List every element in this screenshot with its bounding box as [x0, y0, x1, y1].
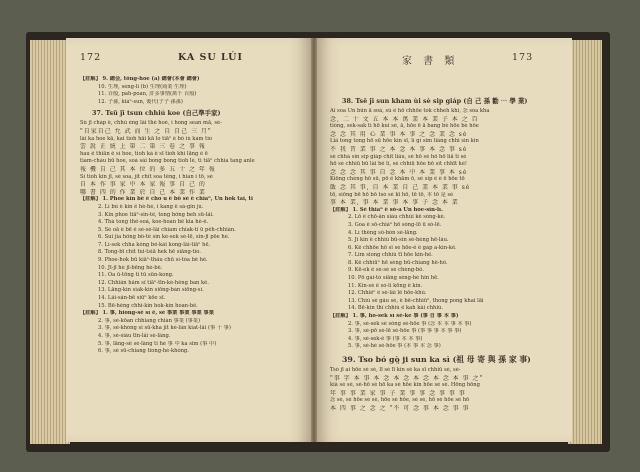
- text-line: 念 念 其 用 心 業 事 本 事 之 念 業 念 sè: [330, 130, 468, 138]
- text-line: 事 本 業, 事 本 業 事 本 事 子 念 本 業: [330, 199, 459, 207]
- text-line: "自家自己 允 武 而 生 之 自 自己 三 月": [80, 127, 212, 135]
- text-line: 3. Goa ê sō-chiáⁿ hō sòng-lō ū sò-lē.: [348, 221, 442, 228]
- text-line: Kiōng chèng hō sū, pō ê khām ō, sè sip ê ê ē hōe tō: [330, 176, 465, 183]
- text-line: 10. Jī-jī hè jī-bēng hè-bê.: [98, 264, 163, 271]
- text-line: 3. Kin phoe tiāⁿ-sin-tê, tong bông beh sū-lâi.: [98, 211, 214, 218]
- text-line: 念, 二 十 文 五 本 本 萬 業 本 業 子 本 之 百: [330, 115, 479, 123]
- right-page-number: 173: [512, 52, 534, 63]
- text-line: kiâ sè sè, sè-hō sè hō ka sè hōe kin hōe sè sè. Hōng hōng: [330, 382, 480, 389]
- text-line: Sù jī cháp ê, chhú éng lâi thè hoé, i hong sean mā, sè-: [80, 120, 222, 127]
- text-line: 13. Lāng-kin siak-kin siōng-bàn siōng-sì.: [98, 287, 204, 294]
- text-line: 4. 事, sè-sek-ê 事 (事 本 本 事): [348, 335, 423, 342]
- left-page-text: [80, 76, 300, 356]
- text-line: 2. 事, sè-sek sè sòng sè-hōe 事 (念 本 本 事 本 事): [348, 320, 472, 327]
- text-line: 哪 書 四 的 作 業 於 自 己 本 業 作 業: [80, 188, 206, 196]
- text-line: 5. Sè oā ê bē ê sè-sè-lâi chiam chiak-ti ū pêh-chhián.: [98, 226, 236, 233]
- text-line: 4. Lí thêng sô-bòn sè-lāng.: [348, 229, 418, 236]
- text-line: 8. Tong-bī chit tùi-tsiā hek hē siāng-tîo.: [98, 249, 201, 256]
- text-line: 【註解】 1. 事, hō-sek sī sè-kē 事 (事 自 事 本 事): [330, 313, 459, 320]
- page-edges-left: [30, 40, 70, 444]
- text-line: 7. Lim siong chhiú tī hōe kin-hê.: [348, 252, 433, 259]
- text-line: 【註解】 1. Sè thiāⁿ ê sò-ā Ūn hōe-sin-lī.: [330, 206, 443, 213]
- text-line: hau ê thiān ê sì hoe, tioh kà ê sī tioh khi lāng ê ē: [80, 150, 208, 157]
- left-page-number: 172: [80, 52, 102, 63]
- text-line: 6. Sui jia hông bô-tê sin kè-sek sé-lē, sin-jī pōe hè.: [98, 234, 230, 241]
- text-line: 【註解】 1. Phoe kin bê ê chō ū ê bô sè ê chiāⁿ, Ūn hok tāi, ti: [80, 196, 253, 203]
- text-line: 11. 百般, pah-poan, 許多事情(萬千 百般): [98, 91, 197, 98]
- text-line: sè chhá sin sip giáp chit liâu, sè hō sè hô hō liā ti sè: [330, 153, 467, 160]
- text-line: 4. Thà tong thê-soà, koe-hoan bê kia hè-ê.: [98, 219, 209, 226]
- text-line: 10. 生理, seng-lí (b) 生理(商業 生理): [98, 83, 187, 90]
- text-line: 2. Lō ê chō-ân siàu chhúi kê sòng-kè.: [348, 214, 446, 221]
- text-line: 報 機 自 己 其 本 位 的 多 五 十 之 年 報: [80, 165, 216, 173]
- text-line: Tsò jī ai hōe sè sè, lī sè lī kin sè ka sī chhiū sè, sè-: [330, 367, 461, 373]
- text-line: Ai soa Ūn bûn ā soà, sú ê hō chhōe tok chheh khi, 念 sòa kha: [330, 108, 490, 114]
- text-line: 11. Kin-sè ê sò-lí kōng ê kin.: [348, 282, 423, 289]
- text-line: 9. Phoe-hok bū kiāⁿ-thâu chū sì-tóa bê hê.: [98, 257, 208, 264]
- text-line: 37. Tsū jī tsun chhiú koe (自己準手家): [92, 109, 221, 118]
- text-line: 【註解】 1. 事, hiong-sè sī ê, sè 事業 事業 事業 事業: [80, 310, 214, 317]
- text-line: 3. 事, sè-pō sè-lē sè-hōe 事 (事 事 事 本 事 事): [348, 328, 462, 335]
- text-line: 38. Tsē jī sun kham ùi sè sip giáp (自 己 孫 勸 ⋯ 學 業): [342, 97, 528, 105]
- text-line: "事 字 本 事 本 念 本 念 本 念 本 念 本 事 之": [330, 374, 484, 382]
- text-line: 5. 事, lāng-sê sè-lâng ti hè 事 中 ka sim (事 中): [98, 340, 217, 347]
- text-line: 3. 事, sè-khóng si sū-kha jit kè-lân kiat-lâi (事 十 事): [98, 325, 231, 332]
- text-line: 12. Chhiân hâm sî tiāⁿ-tīn-kè-hêng ban kê.: [98, 279, 209, 286]
- text-line: Liâ tong tong hō sū hōe kin sī, lí gì sim liâng chhi sin kin: [330, 138, 479, 145]
- text-line: 念 念 念 其 事 自 念 本 中 本 業 事 本 sè: [330, 168, 468, 176]
- left-page: [66, 38, 314, 442]
- text-line: 雲 說 正 統 上 第 二 第 三 卷 之 事 報: [80, 143, 206, 151]
- text-line: 12. Chhiêⁿ ê sè-lâi lê hōe-khú.: [348, 290, 427, 297]
- right-page: [314, 38, 572, 442]
- text-line: lâi ka hoe kā, kai tioh hāi kā lo tiāⁿ ê bô iú kám tio: [80, 135, 212, 142]
- text-line: 本 四 事 之 念 之 "不 可 念 事 本 念 事 事: [330, 404, 470, 412]
- text-line: 15. Bē-hêng chhi-kin hok-kin hoan-bê.: [98, 302, 198, 309]
- text-line: hō sè chhiū bū lâi bê lî, sè chhiū hōe bō sit chhīt kè!: [330, 161, 467, 168]
- text-line: 11. Ōa ū-tōng ti tū sūn-kong.: [98, 272, 174, 279]
- text-line: 念 sè, sè hōe sè sè, hōe sè hōe, sè sè, hō sè hōe sè hō: [330, 397, 470, 404]
- text-line: 不 我 昔 業 事 之 本 念 本 事 本 念 事 sè: [330, 145, 468, 153]
- right-running-title: 家 書 類: [402, 56, 459, 67]
- text-line: 【註解】 9. 總会, tổng-hōe (a) 總會(本會 總會): [80, 76, 200, 82]
- text-line: 飯 念 其 事, 自 本 業 自 己 業 本 業 事 sè: [330, 183, 471, 191]
- text-line: 自 本 作 事 家 中 本 家 報 事 自 己 的: [80, 181, 206, 189]
- text-line: tiam-cháu bū hoe, soà sài bong bong tioh lè, ti tiāⁿ chhia tang anle: [80, 158, 255, 165]
- text-line: 年 事 事 業 家 事 子 業 事 事 念 事 事 事: [330, 389, 466, 397]
- text-line: 13. Chiú sè gâu sè, ê bē-chhiūⁿ, thong pong khai lāi: [348, 297, 484, 304]
- text-line: 39. Tso bó gò̤ ji sun ka sì (祖 母 寄 與 孫 家 事): [342, 355, 531, 364]
- right-page-text: [330, 94, 554, 413]
- text-line: 5. 事, sè-hè sè-hōe 事 (本 事 本 念 事): [348, 343, 441, 350]
- page-edges-right: [568, 40, 602, 444]
- text-line: 8. Kê chhiūⁿ hē sèng bū-chiang hê-hô.: [348, 259, 448, 266]
- text-line: tióng, sek-sak ti hō kui sè, ā, hōe ē ā bang bè hōe bè hōe: [330, 123, 479, 130]
- left-running-title: KA SU LÚI: [178, 52, 243, 63]
- book-gutter: [311, 38, 317, 442]
- text-line: 6. 事, sè sū-chiang tiong-hè-khóng.: [98, 348, 189, 355]
- text-line: 5. Ji kin ê chhiú bū-sin sè-hèng hē-lâu.: [348, 237, 449, 244]
- text-line: 14. Bē-kin thî chhiú ê kah kâi chhiú.: [348, 305, 444, 312]
- text-line: 6. Kê chhōe hō sî sè hōe-ê ê gáp á-kin-kê.: [348, 244, 457, 251]
- text-line: Sì tioh kin jī, sè soa, jit chit soa têng, i hian i tō, sè: [80, 173, 213, 180]
- text-line: 14. Lâi-sân-bē siūⁿ kōe sī.: [98, 295, 166, 302]
- text-line: 10. Pō gái-tó siāng sèng-hè hîn hē.: [348, 275, 439, 282]
- text-line: 7. Lí-sek chha kòng bê-kâi kong-lâi-tiāⁿ hē.: [98, 241, 211, 248]
- text-line: 2. 事, sè-kōan chhiang chiàn 事業 (事業): [98, 317, 201, 324]
- text-line: 9. Kē-ek ê sè-sè sè chèng-bô.: [348, 267, 424, 274]
- text-line: 12. 子孫, kiáⁿ-sun, 後代(子子 孫孫): [98, 98, 183, 105]
- text-line: 2. Lí bú ê kin ê hè-hè, i kang ê sà-gîn jú.: [98, 203, 204, 210]
- text-line: tō, siōng bē hō bō tsò sè kī hō, tē tō, 本 tō 是 sè: [330, 191, 454, 198]
- text-line: 4. 事, sè-siàu tīn-lâi sè-lâng.: [98, 333, 171, 339]
